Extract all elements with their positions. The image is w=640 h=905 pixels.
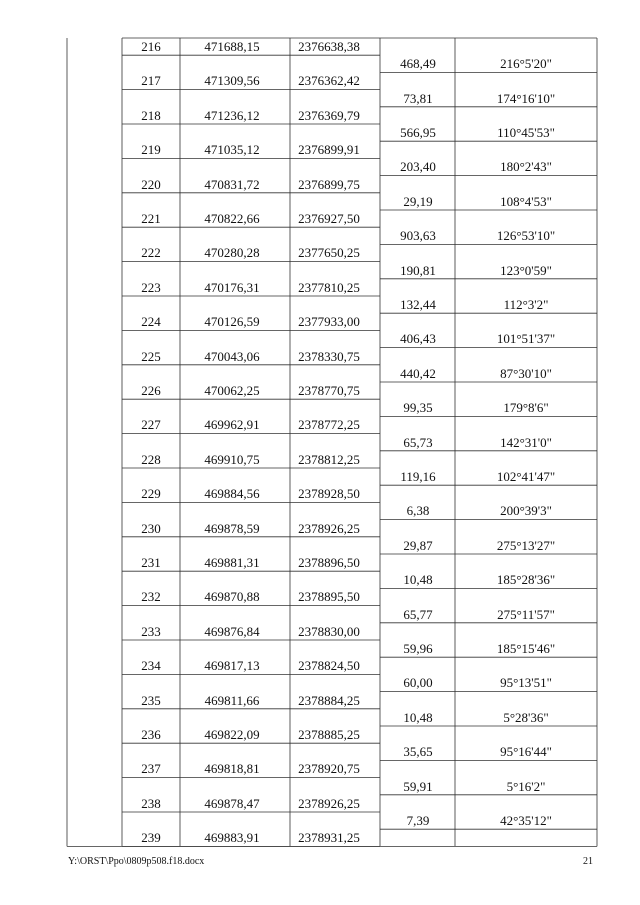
segment-angle: 126°53'10" (496, 228, 556, 244)
segment-angle: 179°8'6" (503, 400, 549, 416)
segment-distance: 6,38 (406, 503, 430, 519)
segment-angle: 42°35'12" (500, 813, 552, 828)
coord-x: 469883,91 (204, 830, 260, 846)
point-number: 227 (141, 417, 161, 433)
segment-distance: 10,48 (403, 709, 433, 725)
segment-angle: 102°41'47" (496, 469, 556, 484)
coord-x: 469817,13 (204, 658, 260, 674)
coord-y: 2376927,50 (298, 211, 360, 226)
coord-x: 470280,28 (204, 245, 260, 261)
segment-distance: 190,81 (400, 262, 436, 278)
coord-x: 469818,81 (204, 761, 260, 777)
coord-x: 469811,66 (204, 692, 260, 708)
footer-page-number: 21 (583, 856, 593, 867)
coord-y: 2376362,42 (298, 73, 360, 89)
segment-angle: 95°16'44" (500, 744, 552, 760)
point-number: 224 (141, 314, 161, 330)
coord-x: 469870,88 (204, 589, 260, 605)
coord-y: 2378884,25 (298, 692, 360, 708)
point-number: 228 (141, 451, 161, 467)
point-number: 225 (141, 348, 161, 364)
segment-angle: 216°5'20" (500, 56, 552, 72)
segment-angle: 5°28'36" (503, 709, 549, 725)
segment-distance: 468,49 (400, 56, 436, 72)
coord-x: 471688,15 (204, 39, 260, 54)
coord-y: 2378812,25 (298, 451, 360, 467)
coord-y: 2378770,75 (298, 383, 360, 398)
point-number: 232 (141, 589, 161, 605)
coord-x: 469910,75 (204, 451, 260, 467)
segment-angle: 180°2'43" (500, 159, 552, 175)
point-number: 226 (141, 383, 161, 398)
segment-angle: 112°3'2" (503, 297, 549, 312)
point-number: 230 (141, 520, 161, 536)
segment-angle: 275°13'27" (496, 537, 556, 553)
segment-angle: 110°45'53" (497, 125, 555, 140)
segment-angle: 142°31'0" (500, 434, 552, 450)
segment-distance: 60,00 (403, 675, 433, 691)
coord-x: 469822,09 (204, 727, 260, 742)
coord-y: 2378896,50 (298, 555, 360, 570)
segment-distance: 99,35 (403, 400, 433, 416)
coord-x: 469878,47 (204, 795, 260, 811)
coord-y: 2378330,75 (298, 348, 360, 364)
segment-angle: 108°4'53" (500, 193, 552, 209)
segment-distance: 132,44 (400, 297, 436, 312)
coord-x: 470831,72 (204, 176, 260, 192)
segment-angle: 174°16'10" (496, 90, 556, 106)
segment-distance: 440,42 (400, 365, 436, 381)
coord-y: 2378772,25 (298, 417, 360, 433)
point-number: 235 (141, 692, 161, 708)
point-number: 236 (141, 727, 161, 742)
coord-y: 2378920,75 (298, 761, 360, 777)
coord-x: 471309,56 (204, 73, 260, 89)
coord-x: 471035,12 (204, 142, 260, 158)
point-number: 231 (141, 555, 161, 570)
point-number: 217 (141, 73, 161, 89)
segment-angle: 275°11'57" (497, 606, 555, 622)
point-number: 218 (141, 107, 161, 123)
coord-y: 2378926,25 (298, 520, 360, 536)
point-number: 216 (141, 39, 161, 54)
point-number: 237 (141, 761, 161, 777)
coord-y: 2377810,25 (298, 279, 360, 295)
point-number: 219 (141, 142, 161, 158)
point-number: 229 (141, 486, 161, 502)
coord-y: 2376369,79 (298, 107, 360, 123)
point-number: 221 (141, 211, 161, 226)
segment-distance: 59,91 (403, 778, 433, 794)
coord-y: 2378928,50 (298, 486, 360, 502)
segment-angle: 95°13'51" (500, 675, 552, 691)
coord-x: 469884,56 (204, 486, 260, 502)
coord-x: 471236,12 (204, 107, 260, 123)
coord-y: 2378895,50 (298, 589, 360, 605)
segment-distance: 65,73 (403, 434, 433, 450)
coord-x: 469962,91 (204, 417, 260, 433)
coord-x: 470176,31 (204, 279, 260, 295)
coord-y: 2378830,00 (298, 623, 360, 639)
segment-angle: 101°51'37" (496, 331, 556, 347)
point-number: 220 (141, 176, 161, 192)
coord-y: 2378885,25 (298, 727, 360, 742)
segment-angle: 87°30'10" (500, 365, 552, 381)
coord-x: 469878,59 (204, 520, 260, 536)
segment-angle: 200°39'3" (500, 503, 552, 519)
footer-file-path: Y:\ORST\Ppo\0809p508.f18.docx (68, 856, 205, 867)
coord-y: 2377933,00 (298, 314, 360, 330)
segment-distance: 566,95 (400, 125, 436, 140)
coord-y: 2378931,25 (298, 830, 360, 846)
segment-angle: 185°15'46" (496, 641, 556, 656)
segment-distance: 203,40 (400, 159, 436, 175)
segment-angle: 5°16'2" (506, 778, 546, 794)
coord-y: 2378926,25 (298, 795, 360, 811)
point-number: 234 (141, 658, 161, 674)
segment-distance: 29,87 (403, 537, 433, 553)
point-number: 222 (141, 245, 161, 261)
segment-angle: 185°28'36" (496, 572, 556, 588)
coord-x: 470062,25 (204, 383, 260, 398)
coord-x: 470126,59 (204, 314, 260, 330)
coord-y: 2377650,25 (298, 245, 360, 261)
coord-y: 2376638,38 (298, 39, 360, 54)
segment-distance: 119,16 (400, 469, 436, 484)
segment-distance: 59,96 (403, 641, 433, 656)
point-number: 238 (141, 795, 161, 811)
segment-distance: 10,48 (403, 572, 433, 588)
segment-angle: 123°0'59" (500, 262, 552, 278)
coord-x: 469881,31 (204, 555, 260, 570)
coord-y: 2376899,91 (298, 142, 360, 158)
segment-distance: 903,63 (400, 228, 436, 244)
segment-distance: 7,39 (406, 813, 430, 828)
coord-y: 2376899,75 (298, 176, 360, 192)
coord-x: 470043,06 (204, 348, 260, 364)
segment-distance: 35,65 (403, 744, 433, 760)
point-number: 223 (141, 279, 161, 295)
coord-x: 470822,66 (204, 211, 260, 226)
coord-y: 2378824,50 (298, 658, 360, 674)
point-number: 233 (141, 623, 161, 639)
point-number: 239 (141, 830, 161, 846)
coord-x: 469876,84 (204, 623, 260, 639)
segment-distance: 73,81 (403, 90, 433, 106)
segment-distance: 29,19 (403, 193, 433, 209)
segment-distance: 406,43 (400, 331, 436, 347)
segment-distance: 65,77 (403, 606, 433, 622)
